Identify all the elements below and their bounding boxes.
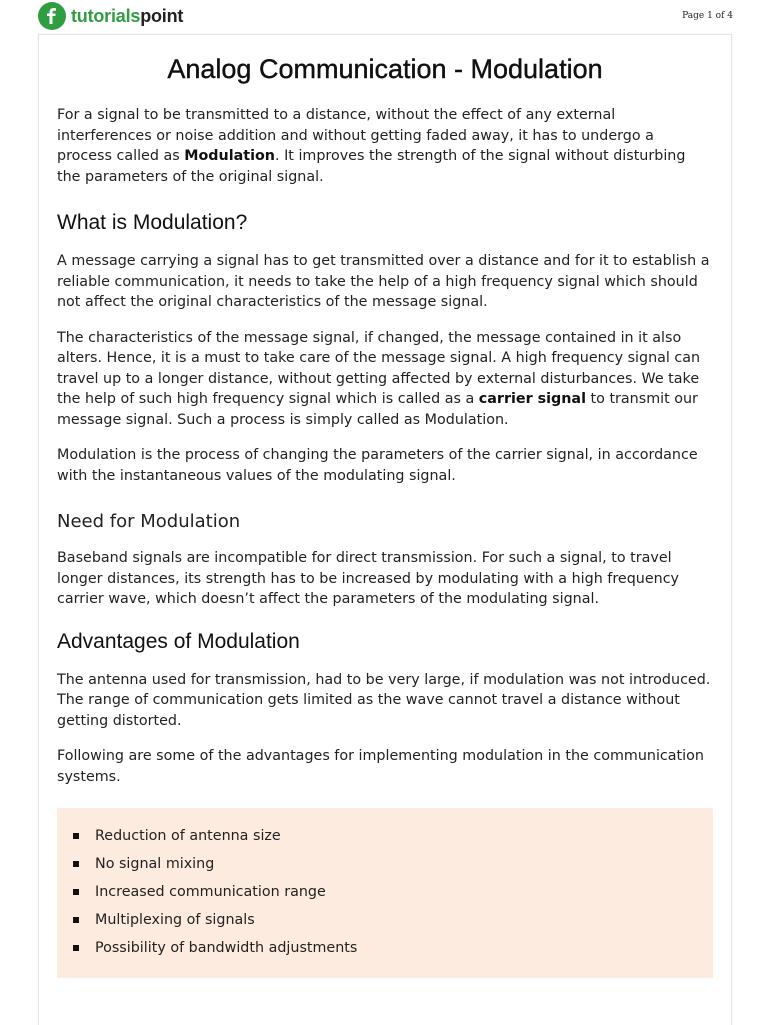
carrier-signal-term: carrier signal: [478, 391, 586, 407]
site-logo[interactable]: [38, 2, 183, 30]
list-item-text: No signal mixing: [95, 856, 215, 872]
logo-wordmark: [71, 6, 183, 27]
list-item-text: Possibility of bandwidth adjustments: [95, 940, 358, 956]
intro-paragraph: [57, 105, 713, 187]
logo-word-point: point: [140, 5, 184, 26]
advantages-list: [73, 822, 357, 962]
page-number: Page 1 of 4: [682, 11, 733, 21]
advantages-paragraph-1: The antenna used for transmission, had to be very large, if modulation was not introduced. The range of communication gets limited as the wave cannot travel a distance without getting distorted.: [57, 671, 711, 729]
advantages-list-box: [57, 808, 713, 978]
heading-what-is-modulation: What is Modulation?: [57, 211, 248, 234]
document-content: [57, 35, 713, 787]
list-item: [73, 934, 357, 962]
logo-icon: [38, 2, 66, 30]
heading-advantages: Advantages of Modulation: [57, 629, 300, 653]
document-page: [38, 34, 732, 1025]
intro-bold-term: Modulation: [184, 148, 275, 164]
intro-text-start: For a signal to be transmitted to a distance, without the effect of any external interferences or noise addition and without getting faded away, it has to undergo a process called as: [57, 107, 654, 164]
bullet-square-icon: [73, 917, 79, 923]
bullet-square-icon: [73, 945, 79, 951]
logo-word-tutorials: tutorials: [71, 5, 141, 26]
what-is-paragraph-2: [57, 328, 713, 431]
bullet-square-icon: [73, 861, 79, 867]
list-item-text: Reduction of antenna size: [95, 828, 281, 844]
what-is-p2-text-end: to transmit our message signal. Such a process is simply called as Modulation.: [57, 391, 698, 428]
what-is-paragraph-1: A message carrying a signal has to get transmitted over a distance and for it to establish a reliable communication, it needs to take the help of a high frequency signal which should not affect the original characteristics of the message signal.: [57, 253, 710, 310]
need-paragraph-1: Baseband signals are incompatible for direct transmission. For such a signal, to travel longer distances, its strength has to be increased by modulating with a high frequency carrier wave, which doesn’t affect the parameters of the modulating signal.: [57, 550, 680, 607]
list-item-text: Multiplexing of signals: [95, 912, 255, 928]
advantages-paragraph-2: Following are some of the advantages for implementing modulation in the communication systems.: [57, 748, 704, 785]
page-header: [0, 0, 768, 34]
what-is-paragraph-3: Modulation is the process of changing the parameters of the carrier signal, in accordance with the instantaneous values of the modulating signal.: [57, 447, 698, 484]
list-item: [73, 878, 357, 906]
intro-text-end: . It improves the strength of the signal without disturbing the parameters of the original signal.: [57, 148, 686, 185]
list-item: [73, 906, 357, 934]
bullet-square-icon: [73, 889, 79, 895]
list-item: [73, 822, 357, 850]
heading-need-for-modulation: Need for Modulation: [57, 511, 241, 532]
list-item: [73, 850, 357, 878]
bullet-square-icon: [73, 833, 79, 839]
page-title: Analog Communication - Modulation: [167, 54, 603, 84]
list-item-text: Increased communication range: [95, 884, 326, 900]
what-is-p2-text-start: The characteristics of the message signal, if changed, the message contained in it also alters. Hence, it is a must to take care of the message signal. A high frequency signal can travel up to a longer distance, without getting affected by external disturbances. We take the help of such high frequency signal which is called as a: [57, 329, 701, 407]
